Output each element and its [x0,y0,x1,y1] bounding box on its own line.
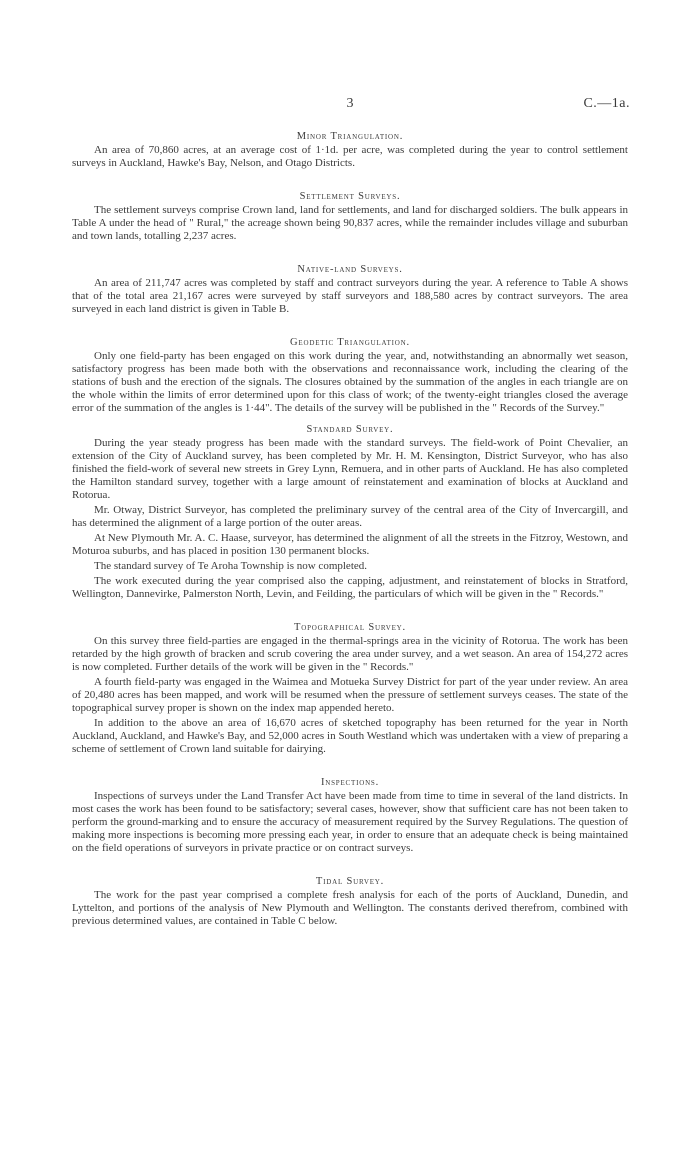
paragraph: Mr. Otway, District Surveyor, has completed the preliminary survey of the central area of the City of Invercargill, and has determined the alignment of a large portion of the outer areas. [72,504,628,529]
paragraph: The settlement surveys comprise Crown land, land for settlements, and land for discharged soldiers. The bulk appears in Table A under the head of " Rural," the acreage shown being 90,837 acres, while the remainder includes village and suburban and town lands, totalling 2,237 acres. [72,204,628,242]
section-topographical-survey [72,621,628,756]
paragraph: Only one field-party has been engaged on this work during the year, and, notwithstanding an abnormally wet season, satisfactory progress has been made both with the observations and reconnaissance work, including the clearing of the stations of bush and the erection of the signals. The closures obtained by the summation of the angles in each triangle are on the whole within the limits of error determined upon for this class of work; of the twenty-eight triangles closed the average error of the summation of the angles is 1·44". The details of the survey will be published in the " Records of the Survey." [72,350,628,414]
section-heading: Standard Survey. [306,424,394,435]
section-native-land-surveys [72,263,628,316]
section-minor-triangulation [72,130,628,170]
section-standard-survey [72,423,628,601]
paragraph: A fourth field-party was engaged in the Waimea and Motueka Survey District for part of the year under review. An area of 20,480 acres has been mapped, and work will be resumed when the pressure of settlement surveys ceases. The state of the topographical survey proper is shown on the index map appended hereto. [72,676,628,714]
paragraph: Inspections of surveys under the Land Transfer Act have been made from time to time in several of the land districts. In most cases the work has been found to be satisfactory; several cases, however, show that sufficient care has not been taken to perform the ground-marking and to ensure the accuracy of measurement required by the Survey Regulations. The question of making more inspections is becoming more pressing each year, in order to ensure that an adequate check is being maintained on the field operations of surveyors in private practice or on contract surveys. [72,790,628,854]
paragraph: An area of 211,747 acres was completed by staff and contract surveyors during the year. A reference to Table A shows that of the total area 21,167 acres were surveyed by staff surveyors and 188,580 acres by contract surveyors. The area surveyed in each land district is given in Table B. [72,277,628,315]
section-settlement-surveys [72,190,628,243]
section-heading: Topographical Survey. [294,622,406,633]
document-body [72,130,628,928]
section-heading: Native-land Surveys. [297,264,403,275]
section-tidal-survey [72,875,628,928]
paragraph: At New Plymouth Mr. A. C. Haase, surveyor, has determined the alignment of all the streets in the Fitzroy, Westown, and Moturoa suburbs, and has placed in position 130 permanent blocks. [72,532,628,557]
section-inspections [72,776,628,855]
section-heading: Tidal Survey. [315,876,385,887]
page-number: 3 [346,96,354,111]
paragraph: During the year steady progress has been made with the standard surveys. The field-work of Point Chevalier, an extension of the City of Auckland survey, has been completed by Mr. H. M. Kensington, District Surveyor, who has also finished the field-work of several new streets in Grey Lynn, Remuera, and in other parts of Auckland. He has also completed the Hamilton standard survey, together with a large amount of reinstatement and examination of blocks at Auckland and Rotorua. [72,437,628,501]
section-geodetic-triangulation [72,336,628,415]
section-heading: Geodetic Triangulation. [290,337,410,348]
paragraph: The standard survey of Te Aroha Township is now completed. [94,560,368,572]
section-heading: Minor Triangulation. [296,131,404,142]
paragraph: The work executed during the year comprised also the capping, adjustment, and reinstatement of blocks in Stratford, Wellington, Dannevirke, Palmerston North, Levin, and Feilding, the particulars of which will be given in the " Records." [72,575,628,600]
paragraph: In addition to the above an area of 16,670 acres of sketched topography has been returned for the year in North Auckland, Auckland, and Hawke's Bay, and 52,000 acres in South Westland which was undertaken with a view of preparing a scheme of settlement of Crown land suitable for dairying. [72,717,628,755]
paragraph: On this survey three field-parties are engaged in the thermal-springs area in the vicinity of Rotorua. The work has been retarded by the high growth of bracken and scrub covering the area under survey, and a wet season. An area of 154,272 acres is now completed. Further details of the work will be given in the " Records." [72,635,628,673]
section-heading: Inspections. [320,777,380,788]
paragraph: The work for the past year comprised a complete fresh analysis for each of the ports of Auckland, Dunedin, and Lyttelton, and portions of the analysis of New Plymouth and Wellington. The constants derived therefrom, combined with previous determined values, are contained in Table C below. [72,889,628,927]
section-heading: Settlement Surveys. [299,191,401,202]
series-reference: C.—1a. [583,96,630,111]
paragraph: An area of 70,860 acres, at an average cost of 1·1d. per acre, was completed during the year to control settlement surveys in Auckland, Hawke's Bay, Nelson, and Otago Districts. [72,144,628,169]
